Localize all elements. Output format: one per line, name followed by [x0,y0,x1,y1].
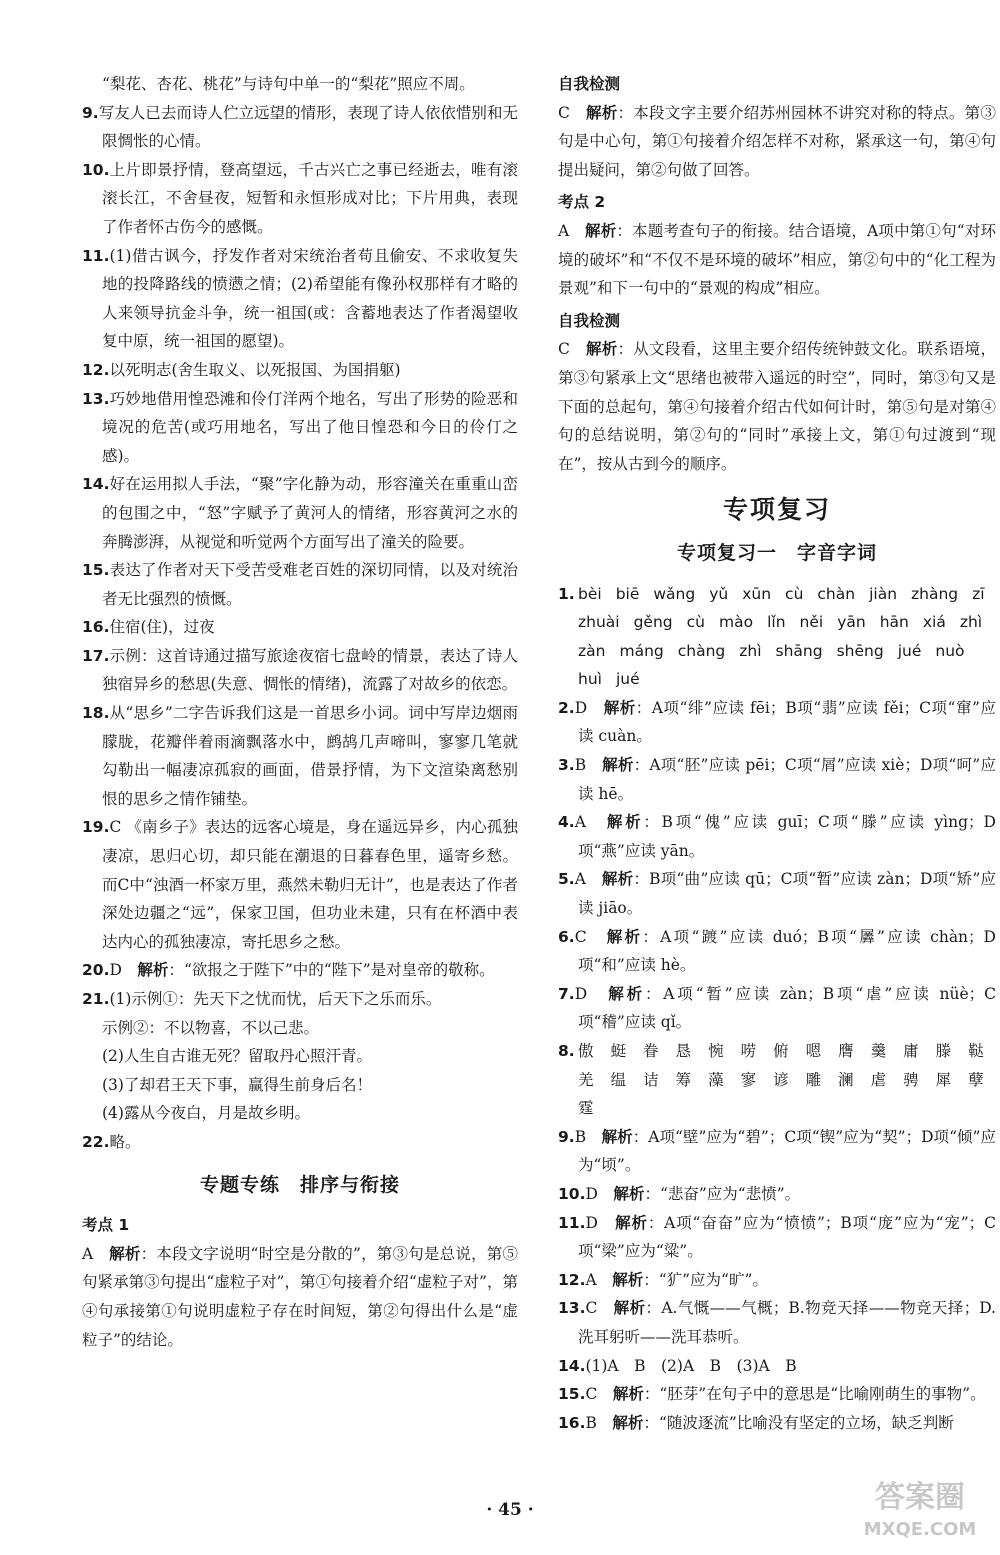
answer-item-12: 12.以死明志(舍生取义、以死报国、为国捐躯) [82,360,401,379]
char-entry: 滕 [935,1042,952,1060]
char-entry: 鞑 [968,1042,984,1060]
answer-item-16: 16.B 解析：“随波逐流”比喻没有坚定的立场，缺乏判断 [558,1413,954,1432]
answer-item-21-line: 示例②：不以物喜，不以己悲。 [102,1018,320,1037]
answer-item-19: 19.C 《南乡子》表达的远客心境是，身在遥远异乡，内心孤独凄凉，思归心切，却只能在潮退的日暮春色里，遥寄乡愁。而C中“浊酒一杯家万里，燕然未勒归无计”，也是表达了作者深处边疆之“远”，保家卫国，但功业未建，只有在杯酒中表达内心的孤独凄凉，寄托思乡之愁。 [82,818,518,951]
page-number: · 45 · [486,1500,534,1520]
answer-item-8: 8. 傲 蜓 眷 恳 惋 唠 俯 嗯 膺 羹 庸 滕 鞑 羌 缊 诘 筹 藻 寥 谚 雕 澜 虐 骋 犀 孽 霆 [558,1037,996,1123]
char-entry: 虐 [870,1070,887,1089]
pinyin-entry: mào [719,613,754,632]
pinyin-entry: shāng [775,641,823,660]
pinyin-entry: biē [615,584,640,603]
answer-item-21-line: (3)了却君王天下事，赢得生前身后名！ [102,1075,372,1094]
char-entry: 俯 [773,1042,789,1060]
answer-item-17: 17.示例：这首诗通过描写旅途夜宿七盘岭的情景，表达了诗人独宿异乡的愁思(失意、惆怅的情绪)，流露了对故乡的依恋。 [82,646,518,694]
char-entry: 羌 [578,1070,594,1089]
answer-item-13: 13.C 解析：A.气慨——气概；B.物竞天择——物竞天择；D.洗耳躬听——洗耳恭听。 [558,1299,996,1346]
pinyin-entry: zhàng [911,584,959,603]
char-entry: 藻 [708,1070,724,1089]
pinyin-entry: yān [837,613,866,632]
char-entry: 唠 [740,1042,757,1060]
kaodian-1-title: 考点 1 [82,1216,130,1235]
watermark-line2: MXQE.COM [863,1519,977,1540]
pinyin-entry: zàn [578,641,606,660]
answer-item-9: 9.写友人已去而诗人伫立远望的情形，表现了诗人依依惜别和无限惆怅的心情。 [82,103,518,151]
answer-item-21-line: (2)人生自古谁无死？留取丹心照汗青。 [102,1047,372,1066]
kaodian-2-answer: A 解析：本题考查句子的衔接。结合语境，A项中第①句“对环境的破坏”和“不仅不是环境的破坏”相应，第②句中的“化工程为景观”和下一句中的“景观的构成”相应。 [558,221,996,298]
pinyin-entry: hān [879,613,909,632]
answer-item-5: 5.A 解析：B项“曲”应读 qū；C项“暂”应读 zàn；D项“矫”应读 jiāo。 [558,870,996,918]
pinyin-entry: nuò [935,641,965,660]
answer-item-21-line: (4)露从今夜白，月是故乡明。 [102,1104,310,1123]
continued-text: “梨花、杏花、桃花”与诗句中单一的“梨花”照应不周。 [102,75,475,93]
char-entry: 雕 [805,1070,822,1089]
answer-item-2: 2.D 解析：A项“绯”应读 fēi；B项“翡”应读 fěi；C项“窜”应读 cuàn。 [558,698,996,746]
char-entry: 嗯 [805,1042,822,1060]
char-entry: 谚 [773,1070,789,1089]
section-title: 专题专练 排序与衔接 [199,1173,400,1196]
char-list [558,1037,996,1123]
char-entry: 诘 [643,1070,659,1089]
answer-item-10: 10.D 解析：“悲奋”应为“悲愤”。 [558,1184,801,1203]
self-check-2-title: 自我检测 [558,311,621,330]
pinyin-entry: zhì [739,641,762,660]
answer-item-11: 11.(1)借古讽今，抒发作者对宋统治者苟且偷安、不求收复失地的投降路线的愤懑之情；(2)希望能有像孙权那样有才略的人来领导抗金斗争，统一祖国(或：含蓄地表达了作者渴望收复中原，统一祖国的愿望)。 [82,246,518,351]
answer-item-13: 13.巧妙地借用惶恐滩和伶仃洋两个地名，写出了形势的险恶和境况的危苦(或巧用地名，写出了他日惶恐和今日的伶仃之感)。 [82,389,518,465]
char-entry: 寥 [740,1070,757,1089]
answer-item-16: 16.住宿(住)，过夜 [82,618,215,637]
kaodian-2-title: 考点 2 [558,193,606,212]
pinyin-entry: jiàn [869,584,898,603]
answer-item-10: 10.上片即景抒情，登高望远，千古兴亡之事已经逝去，唯有滚滚长江，不舍昼夜，短暂和永恒形成对比；下片用典，表现了作者怀古伤今的感慨。 [82,160,518,236]
char-entry: 筹 [675,1070,692,1089]
pinyin-entry: zhuài [578,613,620,632]
left-column [82,70,518,1354]
char-entry: 庸 [903,1042,919,1060]
pinyin-entry: jué [897,641,922,660]
answer-item-1: 1. bèi biē wǎng yǔ xūn cù chàn jiàn zhàng zī zhuài gěng cù mào lǐn něi yān hān xiá zhì zàn máng chàng zhì shāng shēng jué nuò huì jué [558,580,996,694]
pinyin-entry: gěng [633,613,673,632]
answer-item-7: 7.D 解析：A项“暂”应读 zàn；B项“虐”应读 nüè；C项“稽”应读 qǐ。 [558,984,996,1032]
char-entry: 澜 [838,1070,854,1089]
self-check-2-answer: C 解析：从文段看，这里主要介绍传统钟鼓文化。联系语境，第③句紧承上文“思绪也被带入遥远的时空”，同时，第③句又是下面的总起句，第④句接着介绍古代如何计时，第⑤句是对第④句的总结说明，第②句的“同时”承接上文，第①句过渡到“现在”，按从古到今的顺序。 [558,340,996,473]
answer-item-15: 15.C 解析：“胚芽”在句子中的意思是“比喻刚萌生的事物”。 [558,1385,986,1404]
answer-item-22: 22.略。 [82,1132,141,1151]
char-entry: 缊 [610,1070,627,1089]
watermark-logo [850,1467,990,1547]
answer-item-11: 11.D 解析：A项“奋奋”应为“愤愤”；B项“庞”应为“宠”；C项“梁”应为“粱”。 [558,1213,996,1261]
subsection-title: 专项复习一 字音字词 [676,541,877,564]
self-check-1-title: 自我检测 [558,75,621,93]
char-entry: 孽 [968,1070,984,1089]
answer-item-18: 18.从“思乡”二字告诉我们这是一首思乡小词。词中写岸边烟雨朦胧，花瓣伴着雨滴飘落水中，鹧鸪几声啼叫，寥寥几笔就勾勒出一幅凄凉孤寂的画面，借景抒情，为下文渲染离愁别恨的思乡之情作铺垫。 [82,704,518,808]
kaodian-1-answer: A 解析：本段文字说明“时空是分散的”，第③句是总说，第⑤句紧承第③句提出“虚粒子对”，第①句接着介绍“虚粒子对”，第④句承接第①句说明虚粒子存在时间短，第②句得出什么是“虚粒子”的结论。 [82,1244,518,1349]
pinyin-entry: jué [615,670,640,689]
pinyin-entry: zhì [959,613,983,632]
answer-item-9: 9.B 解析：A项“壁”应为“碧”；C项“锲”应为“契”；D项“倾”应为“顷”。 [558,1127,996,1175]
pinyin-entry: xūn [742,584,772,603]
right-column [558,70,996,1437]
char-entry: 傲 [578,1042,594,1060]
answer-item-14: 14.(1)A B (2)A B (3)A B [558,1356,797,1375]
answer-item-14: 14.好在运用拟人手法，“聚”字化静为动，形容潼关在重重山峦的包围之中，“怒”字赋予了黄河人的情绪，形容黄河之水的奔腾澎湃，从视觉和听觉两个方面写出了潼关的险要。 [82,475,518,551]
char-entry: 恳 [675,1042,692,1060]
pinyin-entry: huì [578,670,602,689]
answer-item-6: 6.C 解析：A项“踱”应读 duó；B项“羼”应读 chàn；D项“和”应读 hè。 [558,927,996,975]
answer-item-4: 4.A 解析：B项“傀”应读 guī；C项“滕”应读 yìng；D项“燕”应读 yān。 [558,813,996,860]
answer-item-20: 20.D 解析：“欲报之于陛下”中的“陛下”是对皇帝的敬称。 [82,961,495,980]
pinyin-entry: chàn [817,584,856,603]
pinyin-entry: chàng [677,641,726,660]
char-entry: 膺 [838,1042,854,1060]
pinyin-entry: xiá [922,613,946,632]
answer-item-12: 12.A 解析：“犷”应为“旷”。 [558,1270,768,1289]
pinyin-entry: máng [619,641,664,660]
char-entry: 眷 [643,1042,659,1060]
char-entry: 羹 [870,1042,887,1060]
pinyin-entry: lǐn [767,613,786,632]
char-entry: 犀 [935,1070,952,1089]
char-entry: 蜓 [610,1042,627,1060]
pinyin-entry: yǔ [709,584,729,603]
chapter-title: 专项复习 [722,495,831,525]
pinyin-entry: cù [785,584,804,603]
pinyin-entry: něi [799,613,824,632]
answer-item-15: 15.表达了作者对天下受苦受难老百姓的深切同情，以及对统治者无比强烈的愤慨。 [82,561,518,608]
watermark-line1: 答案圈 [875,1480,965,1515]
pinyin-entry: wǎng [653,584,696,603]
char-entry: 惋 [708,1042,724,1060]
pinyin-entry: bèi [578,584,602,603]
self-check-1-answer: C 解析：本段文字主要介绍苏州园林不讲究对称的特点。第③句是中心句，第①句接着介绍怎样不对称，紧承这一句，第④句提出疑问，第②句做了回答。 [558,103,996,179]
pinyin-entry: cù [686,613,705,632]
char-entry: 霆 [578,1099,594,1118]
answer-item-3: 3.B 解析：A项“胚”应读 pēi；C项“屑”应读 xiè；D项“呵”应读 hē。 [558,756,996,803]
answer-item-21: 21.(1)示例①：先天下之忧而忧，后天下之乐而乐。 [82,990,442,1008]
pinyin-list [558,580,996,694]
pinyin-entry: shēng [836,641,884,660]
pinyin-entry: zī [972,584,985,603]
char-entry: 骋 [903,1070,919,1089]
